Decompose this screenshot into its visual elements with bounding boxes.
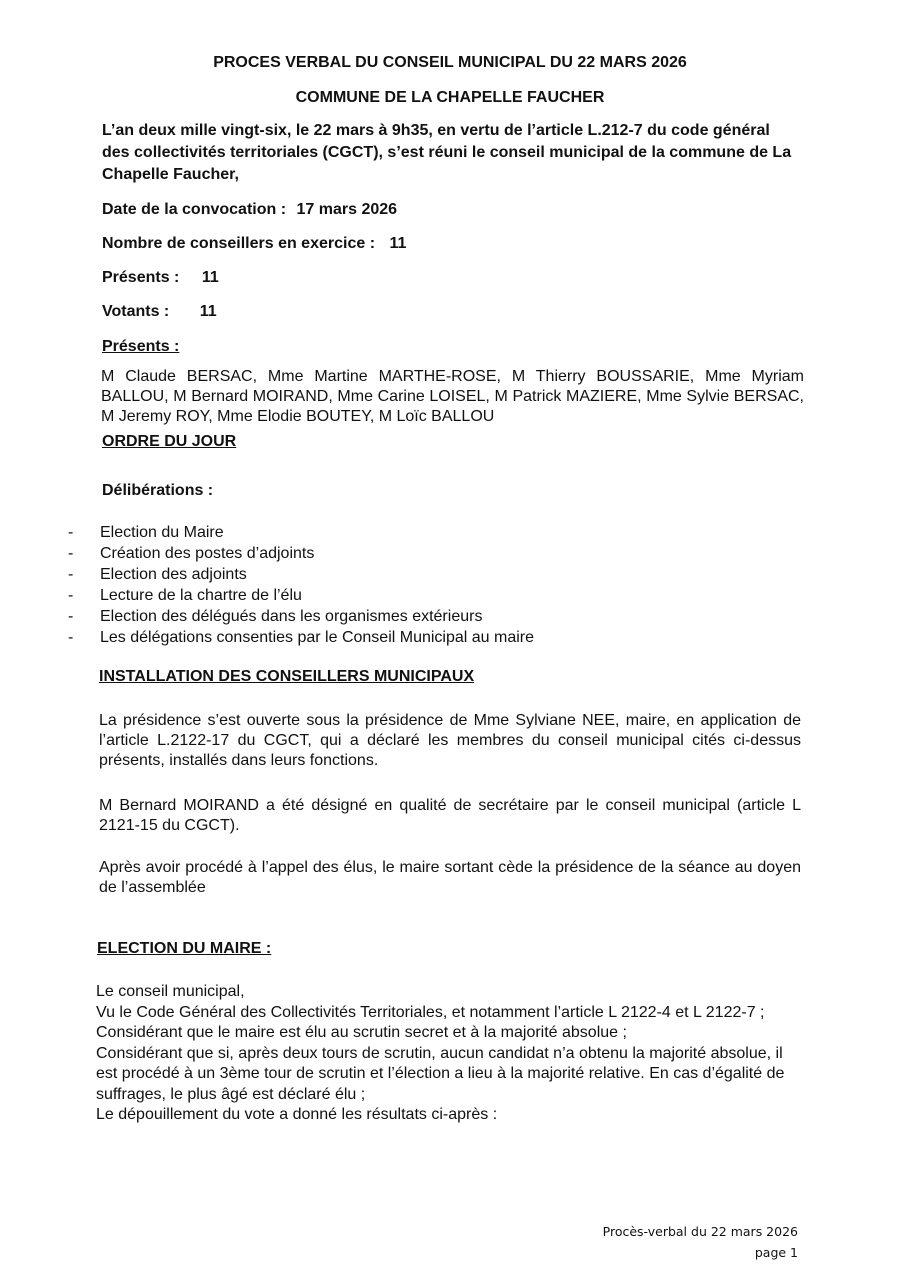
ordre-du-jour-heading: ORDRE DU JOUR — [102, 433, 237, 450]
deliberations-heading: Délibérations : — [102, 482, 214, 499]
convocation-value: 17 mars 2026 — [296, 201, 398, 218]
list-dash: - — [68, 608, 74, 625]
intro-paragraph: L’an deux mille vingt-six, le 22 mars à 9h35, en vertu de l’article L.212-7 du code général des collectivités territoriales (CGCT), s’est réuni le conseil municipal de la commune de La Chapelle Faucher, — [102, 122, 792, 183]
document-title: PROCES VERBAL DU CONSEIL MUNICIPAL DU 22 MARS 2026 — [213, 54, 687, 71]
agenda-item-label: Election des adjoints — [100, 566, 247, 583]
page-number: page 1 — [754, 1245, 798, 1260]
presents-count-label: Présents : — [102, 269, 180, 286]
list-dash: - — [68, 629, 74, 646]
agenda-item-label: Les délégations consenties par le Conseil Municipal au maire — [100, 629, 535, 646]
conseillers-line — [102, 235, 406, 253]
agenda-item — [0, 564, 900, 585]
installation-paragraph-3: Après avoir procédé à l’appel des élus, le maire sortant cède la présidence de la séance au doyen de l’assemblée — [99, 859, 801, 896]
list-dash: - — [68, 587, 74, 604]
presents-heading: Présents : — [102, 338, 180, 355]
presents-count-value: 11 — [201, 269, 219, 286]
list-dash: - — [68, 545, 74, 562]
agenda-item-label: Election des délégués dans les organismes extérieurs — [100, 608, 483, 625]
election-line: Considérant que si, après deux tours de scrutin, aucun candidat n’a obtenu la majorité absolue, il est procédé à un 3ème tour de scrutin et l’élection a lieu à la majorité relative. En cas d’égalité de suffrages, le plus âgé est déclaré élu ; — [96, 1044, 785, 1103]
footer-date: Procès-verbal du 22 mars 2026 — [602, 1224, 798, 1239]
agenda-item — [0, 543, 900, 564]
convocation-label: Date de la convocation : — [102, 201, 287, 218]
election-maire-heading: ELECTION DU MAIRE : — [97, 940, 272, 957]
agenda-list — [0, 522, 900, 648]
installation-paragraph-1: La présidence s’est ouverte sous la présidence de Mme Sylviane NEE, maire, en application de l’article L.2122-17 du CGCT, qui a déclaré les membres du conseil municipal cités ci-dessus présents, installés dans leurs fonctions. — [99, 712, 801, 769]
installation-paragraph-2: M Bernard MOIRAND a été désigné en qualité de secrétaire par le conseil municipal (article L 2121-15 du CGCT). — [99, 797, 801, 834]
election-line: Le conseil municipal, — [96, 983, 245, 1000]
votants-value: 11 — [199, 303, 217, 320]
agenda-item-label: Lecture de la chartre de l’élu — [100, 587, 302, 604]
agenda-item — [0, 606, 900, 627]
list-dash: - — [68, 566, 74, 583]
agenda-item — [0, 627, 900, 648]
election-line: Considérant que le maire est élu au scrutin secret et à la majorité absolue ; — [96, 1024, 627, 1041]
installation-heading: INSTALLATION DES CONSEILLERS MUNICIPAUX — [99, 668, 475, 685]
members-list: M Claude BERSAC, Mme Martine MARTHE-ROSE, M Thierry BOUSSARIE, Mme Myriam BALLOU, M Bernard MOIRAND, Mme Carine LOISEL, M Patrick MAZIERE, Mme Sylvie BERSAC, M Jeremy ROY, Mme Elodie BOUTEY, M Loïc BALLOU — [101, 368, 804, 425]
conseillers-value: 11 — [389, 235, 407, 252]
convocation-line — [102, 201, 397, 219]
agenda-item-label: Election du Maire — [100, 524, 224, 541]
election-line: Vu le Code Général des Collectivités Territoriales, et notamment l’article L 2122-4 et L 2122-7 ; — [96, 1003, 765, 1021]
election-line: Le dépouillement du vote a donné les résultats ci-après : — [96, 1106, 498, 1123]
commune-title: COMMUNE DE LA CHAPELLE FAUCHER — [295, 89, 605, 106]
presents-count-line — [102, 269, 219, 287]
election-maire-text — [96, 982, 796, 1126]
agenda-item — [0, 585, 900, 606]
agenda-item-label: Création des postes d’adjoints — [100, 545, 315, 562]
list-dash: - — [68, 524, 74, 541]
votants-label: Votants : — [102, 303, 170, 320]
conseillers-label: Nombre de conseillers en exercice : — [102, 235, 376, 252]
votants-line — [102, 303, 217, 321]
page-footer — [603, 1221, 798, 1263]
agenda-item — [0, 522, 900, 543]
